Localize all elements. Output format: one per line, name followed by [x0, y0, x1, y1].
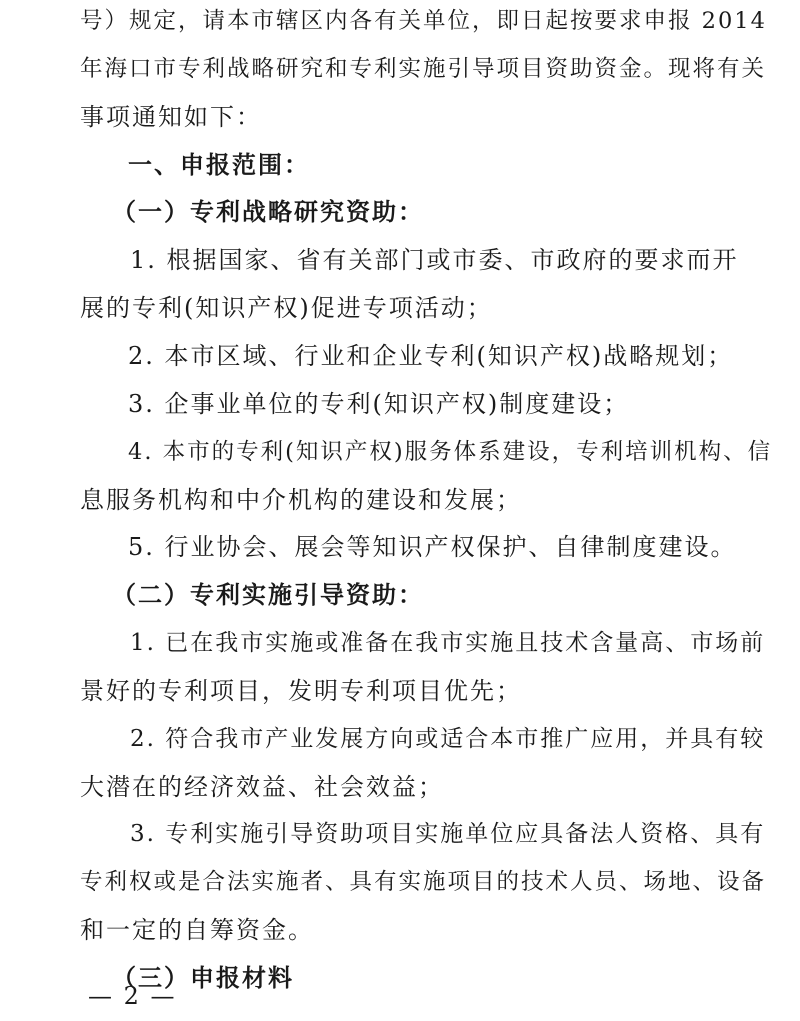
subsection-heading: （三）申报材料 — [112, 963, 294, 992]
body-text-line: 事项通知如下： — [80, 103, 262, 131]
list-item-continuation: 专利权或是合法实施者、具有实施项目的技术人员、场地、设备 — [80, 869, 767, 895]
list-item-text: 4. 本市的专利(知识产权)服务体系建设，专利培训机构、信 — [128, 439, 773, 465]
list-item-continuation: 展的专利(知识产权)促进专项活动； — [80, 294, 493, 322]
list-item-text: 1. 已在我市实施或准备在我市实施且技术含量高、市场前 — [130, 630, 766, 656]
list-item-text: 1. 根据国家、省有关部门或市委、市政府的要求而开 — [130, 246, 739, 274]
body-text-line: 号）规定，请本市辖区内各有关单位，即日起按要求申报 2014 — [80, 8, 767, 34]
list-item-text: 3. 专利实施引导资助项目实施单位应具备法人资格、具有 — [130, 821, 766, 847]
list-item-text: 5. 行业协会、展会等知识产权保护、自律制度建设。 — [128, 533, 737, 561]
list-item-continuation: 和一定的自筹资金。 — [80, 916, 314, 944]
body-text-line: 年海口市专利战略研究和专利实施引导项目资助资金。现将有关 — [80, 56, 767, 82]
subsection-heading: （二）专利实施引导资助： — [112, 580, 424, 609]
list-item-text: 2. 本市区域、行业和企业专利(知识产权)战略规划； — [128, 342, 734, 370]
list-item-continuation: 大潜在的经济效益、社会效益； — [80, 773, 444, 801]
page-number: — 2 — — [88, 982, 177, 1010]
list-item-continuation: 景好的专利项目，发明专利项目优先； — [80, 677, 522, 705]
list-item-text: 2. 符合我市产业发展方向或适合本市推广应用，并具有较 — [130, 726, 766, 752]
list-item-continuation: 息服务机构和中介机构的建设和发展； — [80, 486, 522, 514]
subsection-heading: （一）专利战略研究资助： — [112, 197, 424, 226]
section-heading: 一、申报范围： — [128, 150, 310, 179]
list-item-text: 3. 企事业单位的专利(知识产权)制度建设； — [128, 390, 630, 418]
